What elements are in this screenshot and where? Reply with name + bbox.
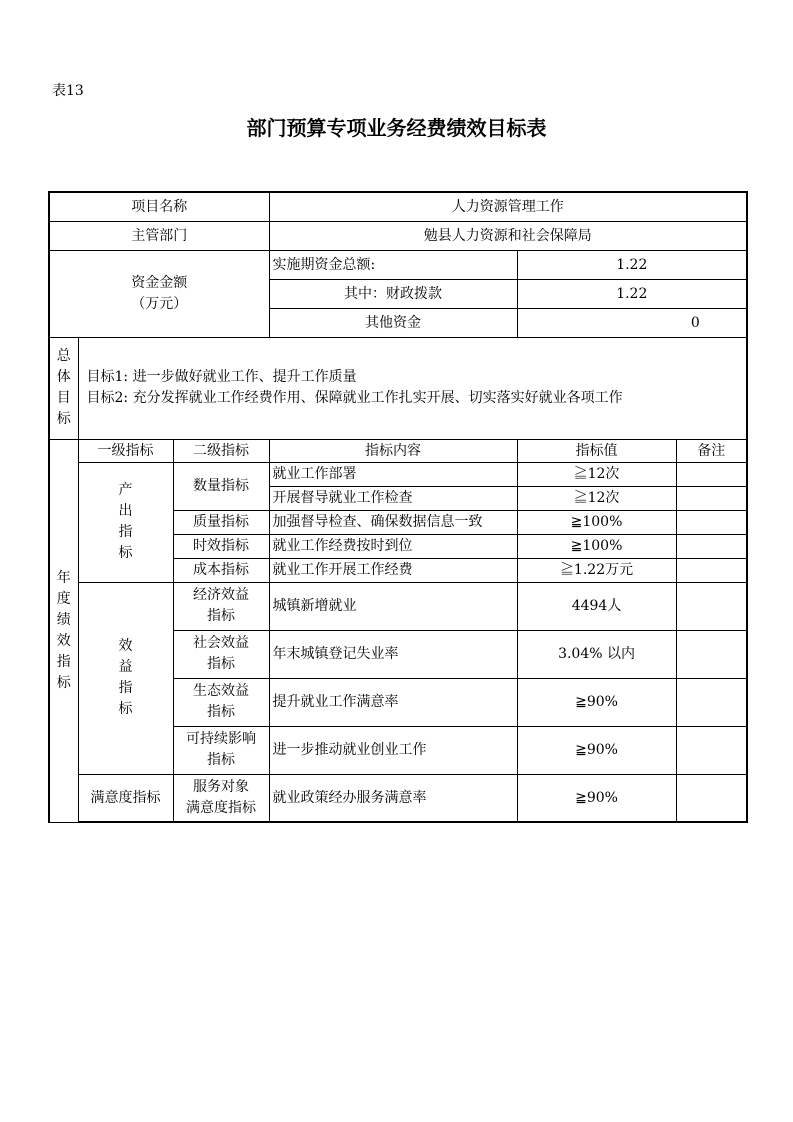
sustainability-value: ≧90% — [517, 726, 676, 774]
header-content: 指标内容 — [269, 439, 517, 462]
time-note — [676, 534, 747, 558]
fiscal-funds-value: 1.22 — [517, 279, 747, 308]
quality-content: 加强督导检查、确保数据信息一致 — [269, 510, 517, 534]
goals-char: 标 — [56, 411, 71, 427]
goals-char: 目 — [56, 390, 71, 406]
cost-value: ≧1.22万元 — [517, 558, 676, 582]
quantity-1-value: ≧12次 — [517, 462, 676, 486]
benefit-char: 益 — [118, 659, 133, 675]
total-funds-value: 1.22 — [517, 250, 747, 279]
economic-indicator-label: 经济效益 指标 — [173, 582, 269, 630]
economic-content: 城镇新增就业 — [269, 582, 517, 630]
overall-goals-content — [78, 337, 747, 439]
time-indicator-label: 时效指标 — [173, 534, 269, 558]
economic-value: 4494人 — [517, 582, 676, 630]
ecological-indicator-label: 生态效益 指标 — [173, 678, 269, 726]
satisfaction-indicator-label: 满意度指标 — [78, 774, 173, 822]
row-overall-goals — [49, 337, 747, 439]
output-char: 标 — [118, 545, 133, 561]
overall-goals-label — [49, 337, 78, 439]
service-note — [676, 774, 747, 822]
ecological-value: ≧90% — [517, 678, 676, 726]
output-char: 出 — [118, 503, 133, 519]
row-quantity-1 — [49, 462, 747, 486]
quantity-2-value: ≧12次 — [517, 486, 676, 510]
output-indicators-label — [78, 462, 173, 582]
project-name-label: 项目名称 — [49, 192, 269, 221]
output-char: 指 — [118, 524, 133, 540]
benefit-indicators-label — [78, 582, 173, 774]
service-content: 就业政策经办服务满意率 — [269, 774, 517, 822]
annual-char: 年 — [56, 569, 71, 586]
total-funds-label: 实施期资金总额: — [269, 250, 517, 279]
quality-value: ≧100% — [517, 510, 676, 534]
goal-item-2: 目标2: 充分发挥就业工作经费作用、保障就业工作扎实开展、切实落实好就业各项工作 — [86, 390, 623, 406]
row-project-name — [49, 192, 747, 221]
annual-char: 绩 — [56, 611, 71, 628]
row-total-funds — [49, 250, 747, 279]
row-department — [49, 221, 747, 250]
sustainability-note — [676, 726, 747, 774]
economic-note — [676, 582, 747, 630]
benefit-char: 效 — [118, 638, 133, 654]
social-value: 3.04% 以内 — [517, 630, 676, 678]
output-char: 产 — [118, 482, 133, 498]
quantity-2-content: 开展督导就业工作检查 — [269, 486, 517, 510]
goal-item-1: 目标1: 进一步做好就业工作、提升工作质量 — [86, 369, 357, 385]
other-funds-value: 0 — [517, 308, 747, 337]
quantity-1-note — [676, 462, 747, 486]
other-funds-label: 其他资金 — [269, 308, 517, 337]
social-note — [676, 630, 747, 678]
time-content: 就业工作经费按时到位 — [269, 534, 517, 558]
quantity-indicator-label: 数量指标 — [173, 462, 269, 510]
quality-indicator-label: 质量指标 — [173, 510, 269, 534]
annual-char: 指 — [56, 653, 71, 670]
social-content: 年末城镇登记失业率 — [269, 630, 517, 678]
quantity-1-content: 就业工作部署 — [269, 462, 517, 486]
time-value: ≧100% — [517, 534, 676, 558]
row-satisfaction — [49, 774, 747, 822]
goals-char: 总 — [56, 348, 71, 364]
ecological-content: 提升就业工作满意率 — [269, 678, 517, 726]
fiscal-funds-label: 其中：财政拨款 — [269, 279, 517, 308]
department-value: 勉县人力资源和社会保障局 — [269, 221, 747, 250]
header-level1: 一级指标 — [78, 439, 173, 462]
cost-note — [676, 558, 747, 582]
annual-char: 效 — [56, 632, 71, 649]
row-economic — [49, 582, 747, 630]
ecological-note — [676, 678, 747, 726]
service-indicator-label: 服务对象 满意度指标 — [173, 774, 269, 822]
performance-table — [48, 191, 748, 823]
quality-note — [676, 510, 747, 534]
benefit-char: 指 — [118, 680, 133, 696]
funds-label — [49, 250, 269, 337]
quantity-2-note — [676, 486, 747, 510]
goals-char: 体 — [56, 369, 71, 385]
social-indicator-label: 社会效益 指标 — [173, 630, 269, 678]
row-indicator-headers — [49, 439, 747, 462]
project-name-value: 人力资源管理工作 — [269, 192, 747, 221]
service-value: ≧90% — [517, 774, 676, 822]
funds-label-line1: 资金金额 — [131, 274, 188, 291]
annual-indicators-label — [49, 439, 78, 822]
cost-indicator-label: 成本指标 — [173, 558, 269, 582]
cost-content: 就业工作开展工作经费 — [269, 558, 517, 582]
benefit-char: 标 — [118, 701, 133, 717]
header-value: 指标值 — [517, 439, 676, 462]
header-note: 备注 — [676, 439, 747, 462]
annual-char: 标 — [56, 674, 71, 691]
funds-label-line2: （万元） — [131, 295, 188, 312]
table-number: 表13 — [52, 83, 84, 99]
department-label: 主管部门 — [49, 221, 269, 250]
sustainability-content: 进一步推动就业创业工作 — [269, 726, 517, 774]
sustainability-indicator-label: 可持续影响 指标 — [173, 726, 269, 774]
document-title: 部门预算专项业务经费绩效目标表 — [246, 116, 547, 140]
annual-char: 度 — [56, 590, 71, 607]
header-level2: 二级指标 — [173, 439, 269, 462]
